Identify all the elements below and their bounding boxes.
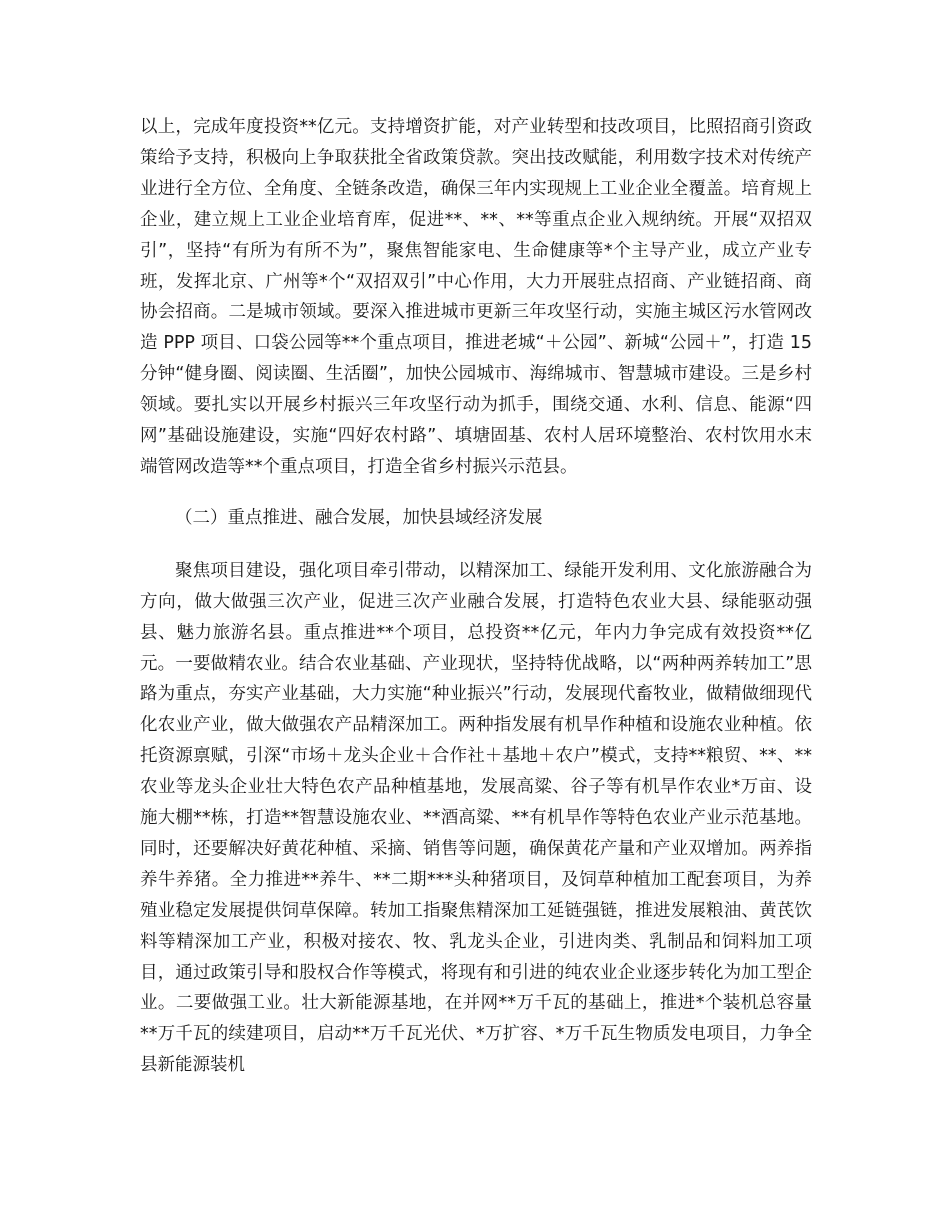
section-heading: （二）重点推进、融合发展，加快县域经济发展	[175, 507, 543, 528]
body-paragraph-continued: 以上，完成年度投资**亿元。支持增资扩能，对产业转型和技改项目，比照招商引资政策给予支持，积极向上争取获批全省政策贷款。突出技改赋能，利用数字技术对传统产业进行全方位、全角度、全链条改造，确保三年内实现规上工业企业全覆盖。培育规上企业，建立规上工业企业培育库，促进**、**、**等重点企业入规纳统。开展“双招双引”，坚持“有所为有所不为”，聚焦智能家电、生命健康等*个主导产业，成立产业专班，发挥北京、广州等*个“双招双引”中心作用，大力开展驻点招商、产业链招商、商协会招商。二是城市领域。要深入推进城市更新三年攻坚行动，实施主城区污水管网改造 PPP 项目、口袋公园等**个重点项目，推进老城“＋公园”、新城“公园＋”，打造 15 分钟“健身圈、阅读圈、生活圈”，加快公园城市、海绵城市、智慧城市建设。三是乡村领域。要扎实以开展乡村振兴三年攻坚行动为抓手，围绕交通、水利、信息、能源“四网”基础设施建设，实施“四好农村路”、填塘固基、农村人居环境整治、农村饮用水末端管网改造等**个重点项目，打造全省乡村振兴示范县。	[140, 117, 812, 477]
body-paragraph: 聚焦项目建设，强化项目牵引带动，以精深加工、绿能开发利用、文化旅游融合为方向，做大做强三次产业，促进三次产业融合发展，打造特色农业大县、绿能驱动强县、魅力旅游名县。重点推进**个项目，总投资**亿元，年内力争完成有效投资**亿元。一要做精农业。结合农业基础、产业现状，坚持特优战略，以“两种两养转加工”思路为重点，夯实产业基础，大力实施“种业振兴”行动，发展现代畜牧业，做精做细现代化农业产业，做大做强农产品精深加工。两种指发展有机旱作种植和设施农业种植。依托资源禀赋，引深“市场＋龙头企业＋合作社＋基地＋农户”模式，支持**粮贸、**、**农业等龙头企业壮大特色农产品种植基地，发展高粱、谷子等有机旱作农业*万亩、设施大棚**栋，打造**智慧设施农业、**酒高粱、**有机旱作等特色农业产业示范基地。同时，还要解决好黄花种植、采摘、销售等问题，确保黄花产量和产业双增加。两养指养牛养猪。全力推进**养牛、**二期***头种猪项目，及饲草种植加工配套项目，为养殖业稳定发展提供饲草保障。转加工指聚焦精深加工延链强链，推进发展粮油、黄芪饮料等精深加工产业，积极对接农、牧、乳龙头企业，引进肉类、乳制品和饲料加工项目，通过政策引导和股权合作等模式，将现有和引进的纯农业企业逐步转化为加工型企业。二要做强工业。壮大新能源基地，在并网**万千瓦的基础上，推进*个装机总容量**万千瓦的续建项目，启动**万千瓦光伏、*万扩容、*万千瓦生物质发电项目，力争全县新能源装机	[140, 560, 812, 1076]
document-body	[140, 112, 812, 1081]
